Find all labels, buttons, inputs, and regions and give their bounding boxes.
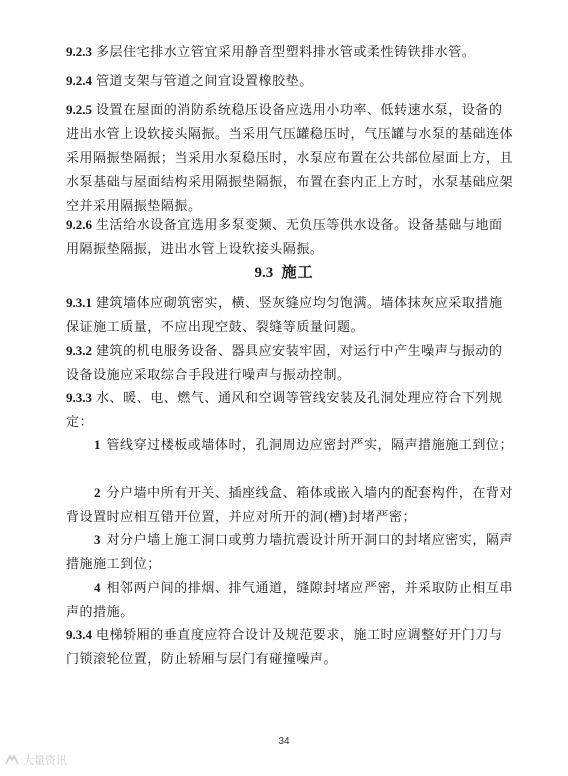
clause-9-2-6 [66,213,514,262]
watermark [4,752,67,768]
clause-9-2-3 [66,40,514,65]
clause-9-3-4 [66,623,514,672]
clause-text: 建筑墙体应砌筑密实，横、竖灰缝应均匀饱满。墙体抹灰应采取措施保证施工质量，不应出现空鼓、裂缝等质量问题。 [66,296,503,335]
item-number: 1 [94,437,101,452]
section-title-text: 施工 [281,263,314,281]
clause-9-3-2 [66,339,514,388]
watermark-text: 大量资讯 [23,754,67,767]
clause-number: 9.3.4 [66,627,92,642]
item-number: 3 [94,532,101,547]
clause-number: 9.2.3 [66,44,92,59]
clause-9-2-4 [66,69,514,94]
item-text: 相邻两户间的排烟、排气通道，缝隙封堵应严密，并采取防止相互串声的措施。 [66,581,514,620]
clause-number: 9.2.5 [66,102,92,117]
item-text: 对分户墙上施工洞口或剪力墙抗震设计所开洞口的封堵应密实，隔声措施施工到位； [66,533,514,572]
clause-9-3-3 [66,386,514,435]
clause-text: 设置在屋面的消防系统稳压设备应选用小功率、低转速水泵，设备的进出水管上设软接头隔振。当采用气压罐稳压时，气压罐与水泵的基础连体采用隔振垫隔振；当采用水泵稳压时，水泵应布置在公共部位屋面上方，且水泵基础与屋面结构采用隔振垫隔振，布置在套内正上方时，水泵基础应架空并采用隔振垫隔振。 [66,103,514,214]
clause-9-3-1 [66,291,514,340]
clause-number: 9.2.4 [66,73,92,88]
item-text: 管线穿过楼板或墙体时，孔洞周边应密封严实，隔声措施施工到位； [106,438,514,453]
clause-9-2-5 [66,98,514,219]
list-item-1 [66,433,514,458]
item-number: 4 [94,580,101,595]
section-heading [0,260,568,285]
clause-number: 9.3.3 [66,390,92,405]
section-number: 9.3 [254,265,274,281]
item-number: 2 [94,485,101,500]
clause-text: 电梯轿厢的垂直度应符合设计及规范要求，施工时应调整好开门刀与门锁滚轮位置，防止轿厢与层门有碰撞噪声。 [66,628,503,667]
clause-text: 管道支架与管道之间宜设置橡胶垫。 [96,74,313,89]
clause-number: 9.3.2 [66,343,92,358]
item-text: 分户墙中所有开关、插座线盒、箱体或嵌入墙内的配套构件，在背对背设置时应相互错开位置，并应对所开的洞(槽)封堵严密； [66,486,514,525]
clause-text: 多层住宅排水立管宜采用静音型塑料排水管或柔性铸铁排水管。 [96,45,476,60]
clause-text: 生活给水设备宜选用多泵变频、无负压等供水设备。设备基础与地面用隔振垫隔振，进出水管上设软接头隔振。 [66,218,503,257]
list-item-4 [66,576,514,625]
clause-number: 9.3.1 [66,295,92,310]
clause-text: 水、暖、电、燃气、通风和空调等管线安装及孔洞处理应符合下列规定： [66,391,503,430]
clause-text: 建筑的机电服务设备、器具应安装牢固，对运行中产生噪声与振动的设备设施应采取综合手段进行噪声与振动控制。 [66,344,503,383]
list-item-3 [66,528,514,577]
clause-number: 9.2.6 [66,217,92,232]
list-item-2 [66,481,514,530]
page-number: 34 [278,736,290,747]
logo-icon [4,754,20,766]
